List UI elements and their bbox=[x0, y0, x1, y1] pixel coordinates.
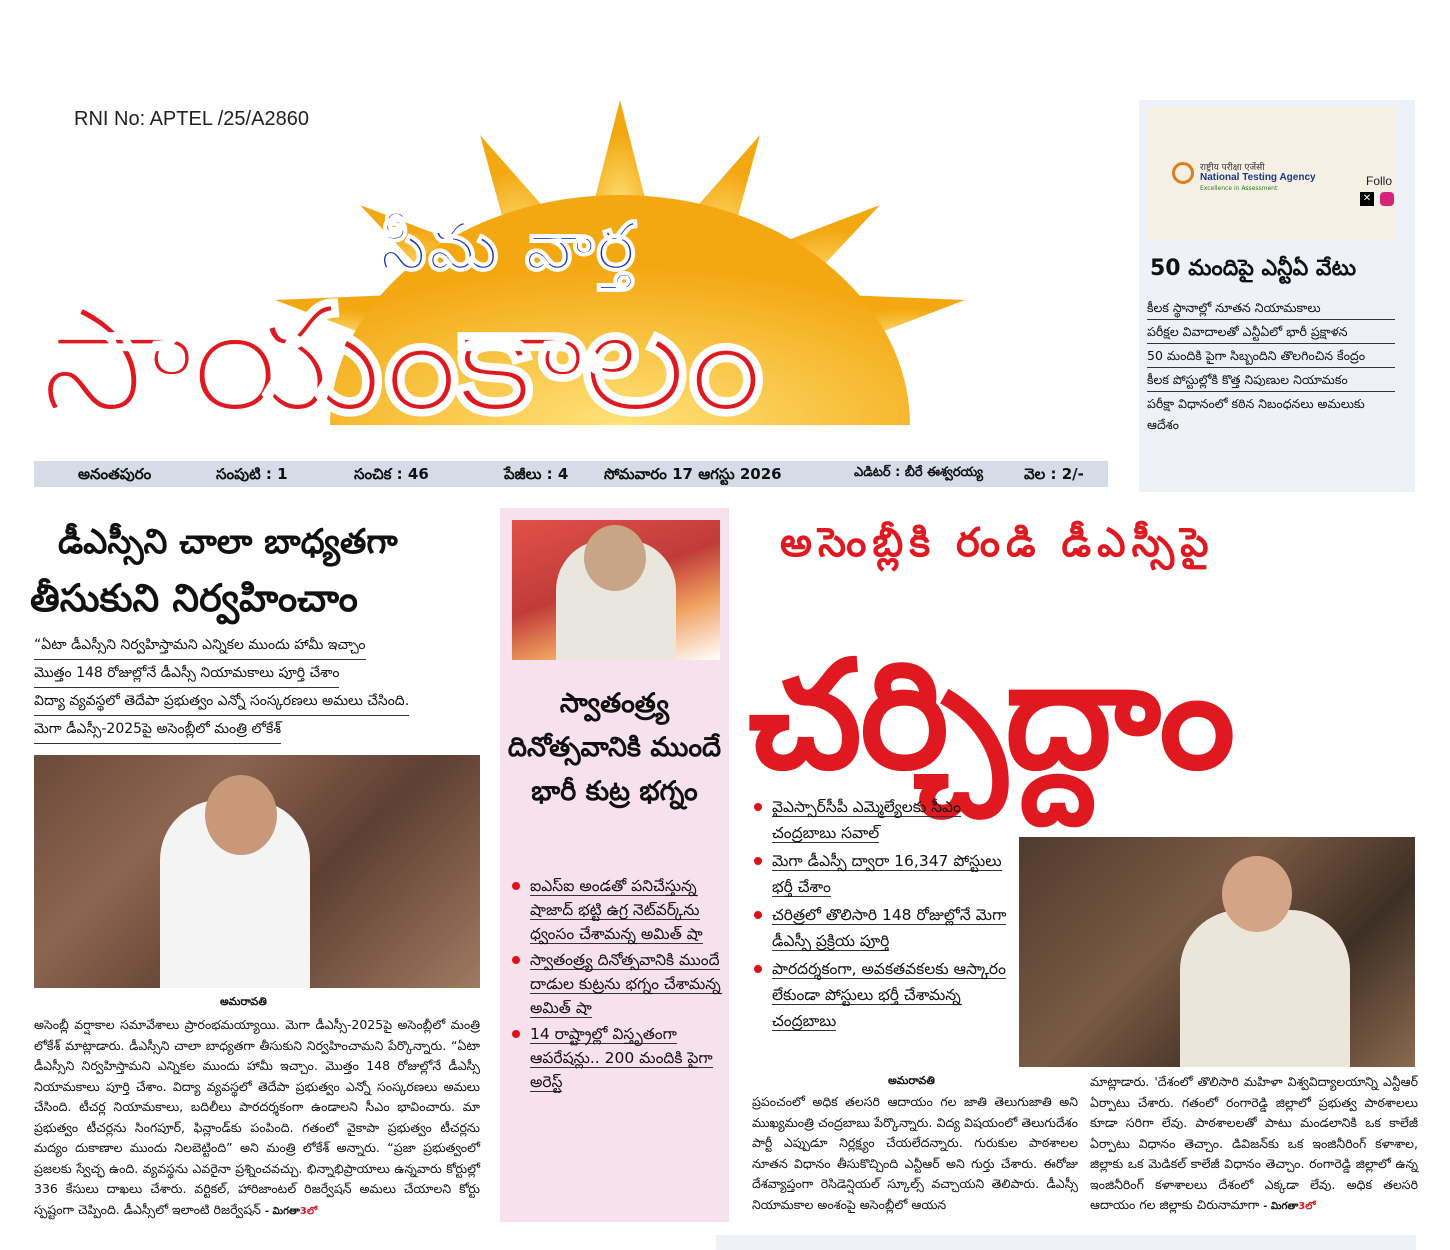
lead-bullet: పారదర్శకంగా, అవకతవకలకు ఆస్కారం లేకుండా పోస్టులు భర్తీ చేశామన్న చంద్రబాబు bbox=[752, 956, 1012, 1034]
left-subheadlines bbox=[34, 632, 484, 744]
middle-headline: స్వాతంత్ర్య దినోత్సవానికి ముందే భారీ కుట్ర భగ్నం bbox=[507, 688, 722, 807]
city-label: అనంతపురం bbox=[78, 465, 152, 483]
date-label: సోమవారం 17 ఆగస్టు 2026 bbox=[604, 465, 782, 483]
issue-label: సంచిక : 46 bbox=[354, 465, 429, 483]
issue-info-bar bbox=[34, 461, 1108, 487]
lead-continued: - మిగతా3లో bbox=[1263, 1201, 1316, 1212]
nta-point: కీలక పోస్టుల్లోకి కొత్త నిపుణుల నియామకం bbox=[1147, 368, 1395, 392]
lead-kicker: అసెంబ్లీకి రండి డీఎస్సీపై bbox=[780, 520, 1215, 566]
lead-dateline: అమరావతి bbox=[888, 1074, 935, 1087]
instagram-icon bbox=[1380, 192, 1394, 206]
lead-body-col2 bbox=[1090, 1072, 1418, 1218]
nta-point: పరీక్షా విధానంలో కఠిన నిబంధనలు అమలుకు ఆదేశం bbox=[1147, 396, 1365, 432]
lead-bullet: మెగా డీఎస్సీ ద్వారా 16,347 పోస్టులు భర్తీ చేశాం bbox=[752, 848, 1012, 900]
editor-label: ఎడిటర్ : బీరే ఈశ్వరయ్య bbox=[854, 465, 984, 480]
nta-logo-icon bbox=[1172, 162, 1194, 184]
nta-tagline: Excellence in Assessment bbox=[1200, 185, 1278, 192]
middle-bullet: స్వాతంత్ర్య దినోత్సవానికి ముందే దాడుల కుట్రను భగ్నం చేశామన్న అమిత్ షా bbox=[512, 948, 722, 1020]
pages-label: పేజీలు : 4 bbox=[504, 465, 569, 483]
left-dateline: అమరావతి bbox=[220, 995, 267, 1008]
photo-figure-head bbox=[205, 775, 277, 855]
left-headline-line1: డీఎస్సీని చాలా బాధ్యతగా bbox=[58, 522, 398, 562]
price-label: వెల : 2/- bbox=[1024, 465, 1084, 483]
lead-body-text: మాట్లాడారు. 'దేశంలో తొలిసారి మహిళా విశ్వవిద్యాలయాన్ని ఎన్టీఆర్ ఏర్పాటు చేశారు. గతంలో రంగారెడ్డి జిల్లాలో ప్రభుత్వ పాఠశాలలు కూడా సరిగా లేవు. పాఠశాలలతో పాటు మండలానికి ఒక కాలేజీ ఏర్పాటు విధానం తెచ్చాం. డివిజన్‌కు ఒక ఇంజినీరింగ్ కళాశాల, జిల్లాకు ఒక మెడికల్ కాలేజీ విధానం తెచ్చాం. రంగారెడ్డి జిల్లాలో ఉన్న ఇంజినీరింగ్ కళాశాలలు దేశంలో ఎక్కడా లేవు. అధిక తలసరి ఆదాయం గల జిల్లాకు చిరునామాగా bbox=[1090, 1074, 1418, 1212]
left-subline: “ఏటా డీఎస్సీని నిర్వహిస్తామని ఎన్నికల ముందు హామీ ఇచ్చాం bbox=[34, 632, 366, 660]
nta-name: National Testing Agency bbox=[1200, 172, 1316, 183]
left-body-text: అసెంబ్లీ వర్షాకాల సమావేశాలు ప్రారంభమయ్యాయి. మెగా డీఎస్సీ-2025పై అసెంబ్లీలో మంత్రి లోకేశ్ మాట్లాడారు. డీఎస్సీని చాలా బాధ్యతగా తీసుకుని నిర్వహించామని పేర్కొన్నారు. “ఏటా డీఎస్సీని నిర్వహిస్తామని ఎన్నికల ముందు హామీ ఇచ్చాం. మొత్తం 148 రోజుల్లోనే డీఎస్సీ నియామకాలు పూర్తి చేశాం. విద్యా వ్యవస్థలో తెదేపా ప్రభుత్వం ఎన్నో సంస్కరణలు అమలు చేసింది. టీచర్ల నియామకాలు, బదిలీలు పారదర్శకంగా ఉండాలని సీఎం భావించారు. మా ప్రభుత్వం టీచర్లను సింగపూర్, ఫిన్లాండ్‌కు పంపింది. గతంలో వైకాపా ప్రభుత్వం టీచర్లను మద్యం దుకాణాల ముందు నిలబెట్టింది” అని మంత్రి లోకేశ్ అన్నారు. “ప్రజా ప్రభుత్వంలో ప్రజలకు స్వేచ్ఛ ఉంది. వ్యవస్థను ఎవరైనా ప్రశ్నించవచ్చు. భిన్నాభిప్రాయాలు ఉన్నవారు కోర్టుల్లో 336 కేసులు దాఖలు చేశారు. వర్టికల్, హారిజాంటల్ రిజర్వేషన్ అమలు చేయాలని కోర్టు స్పష్టంగా చెప్పింది. డీఎస్సీలో ఇలాంటి రిజర్వేషన్ bbox=[34, 1017, 480, 1217]
volume-label: సంపుటి : 1 bbox=[216, 465, 288, 483]
bottom-strip bbox=[716, 1235, 1416, 1250]
nta-point: కీలక స్థానాల్లో నూతన నియామకాలు bbox=[1147, 296, 1395, 320]
lead-headline: చర్చిద్దాం bbox=[748, 629, 1234, 803]
left-continued: - మిగతా3లో bbox=[264, 1205, 318, 1217]
left-subline: మొత్తం 148 రోజుల్లోనే డీఎస్సీ నియామకాలు పూర్తి చేశాం bbox=[34, 660, 339, 688]
nta-point: 50 మందికి పైగా సిబ్బందిని తొలగించిన కేంద్రం bbox=[1147, 344, 1395, 368]
nta-story-points bbox=[1147, 296, 1395, 436]
nta-point: పరీక్షల వివాదాలతో ఎన్టీఏలో భారీ ప్రక్షాళన bbox=[1147, 320, 1395, 344]
follow-text: Follo bbox=[1366, 174, 1393, 188]
left-subline: విద్యా వ్యవస్థలో తెదేపా ప్రభుత్వం ఎన్నో సంస్కరణలు అమలు చేసింది. bbox=[34, 688, 409, 716]
left-headline-line2: తీసుకుని నిర్వహించాం bbox=[30, 576, 358, 620]
lead-bullets bbox=[752, 794, 1012, 1036]
nta-hindi-name: राष्ट्रीय परीक्षा एजेंसी bbox=[1200, 163, 1265, 173]
left-subline: మెగా డీఎస్సీ-2025పై అసెంబ్లీలో మంత్రి లోకేశ్ bbox=[34, 716, 281, 744]
photo-figure-head bbox=[1222, 856, 1292, 932]
photo-figure-head bbox=[584, 525, 646, 591]
rni-number: RNI No: APTEL /25/A2860 bbox=[74, 108, 309, 130]
lead-body-col1: ప్రపంచంలో అధిక తలసరి ఆదాయం గల జాతి తెలుగుజాతి అని ముఖ్యమంత్రి చంద్రబాబు పేర్కొన్నారు. విద్య విషయంలో తెలుగుదేశం పార్టీ ఎప్పుడూ నిర్లక్ష్యం చేయలేదన్నారు. గురుకుల పాఠశాలల నూతన విధానం తీసుకొచ్చింది ఎన్టీఆర్ అని గుర్తు చేశారు. ఈరోజు దేశవ్యాప్తంగా రెసిడెన్షియల్ స్కూల్స్ వచ్చాయని తెలిపారు. డీఎస్సీ నియామకాల అంశంపై అసెంబ్లీలో ఆయన bbox=[752, 1094, 1078, 1212]
masthead-title: సాయంకాలం bbox=[40, 273, 761, 447]
middle-bullets bbox=[512, 874, 722, 1096]
lead-bullet: చరిత్రలో తొలిసారి 148 రోజుల్లోనే మెగా డీఎస్సీ ప్రక్రియ పూర్తి bbox=[752, 902, 1012, 954]
lead-bullet: వైఎస్సార్‌సీపీ ఎమ్మెల్యేలకు సీఎం చంద్రబాబు సవాల్ bbox=[752, 794, 1012, 846]
masthead-subtitle: సీమ వార్త bbox=[380, 208, 638, 285]
middle-bullet: 14 రాష్ట్రాల్లో విస్తృతంగా ఆపరేషన్లు.. 200 మందికి పైగా అరెస్ట్ bbox=[512, 1022, 722, 1094]
nta-story-headline: 50 మందిపై ఎన్టీఏ వేటు bbox=[1150, 256, 1357, 281]
middle-bullet: ఐఎస్ఐ అండతో పనిచేస్తున్న షాజాద్ భట్టి ఉగ్ర నెట్‌వర్క్‌ను ధ్వంసం చేశామన్న అమిత్ షా bbox=[512, 874, 722, 946]
left-story-body bbox=[34, 1015, 480, 1222]
x-social-icon: ✕ bbox=[1360, 192, 1374, 206]
photo-figure-shirt bbox=[1180, 910, 1350, 1067]
